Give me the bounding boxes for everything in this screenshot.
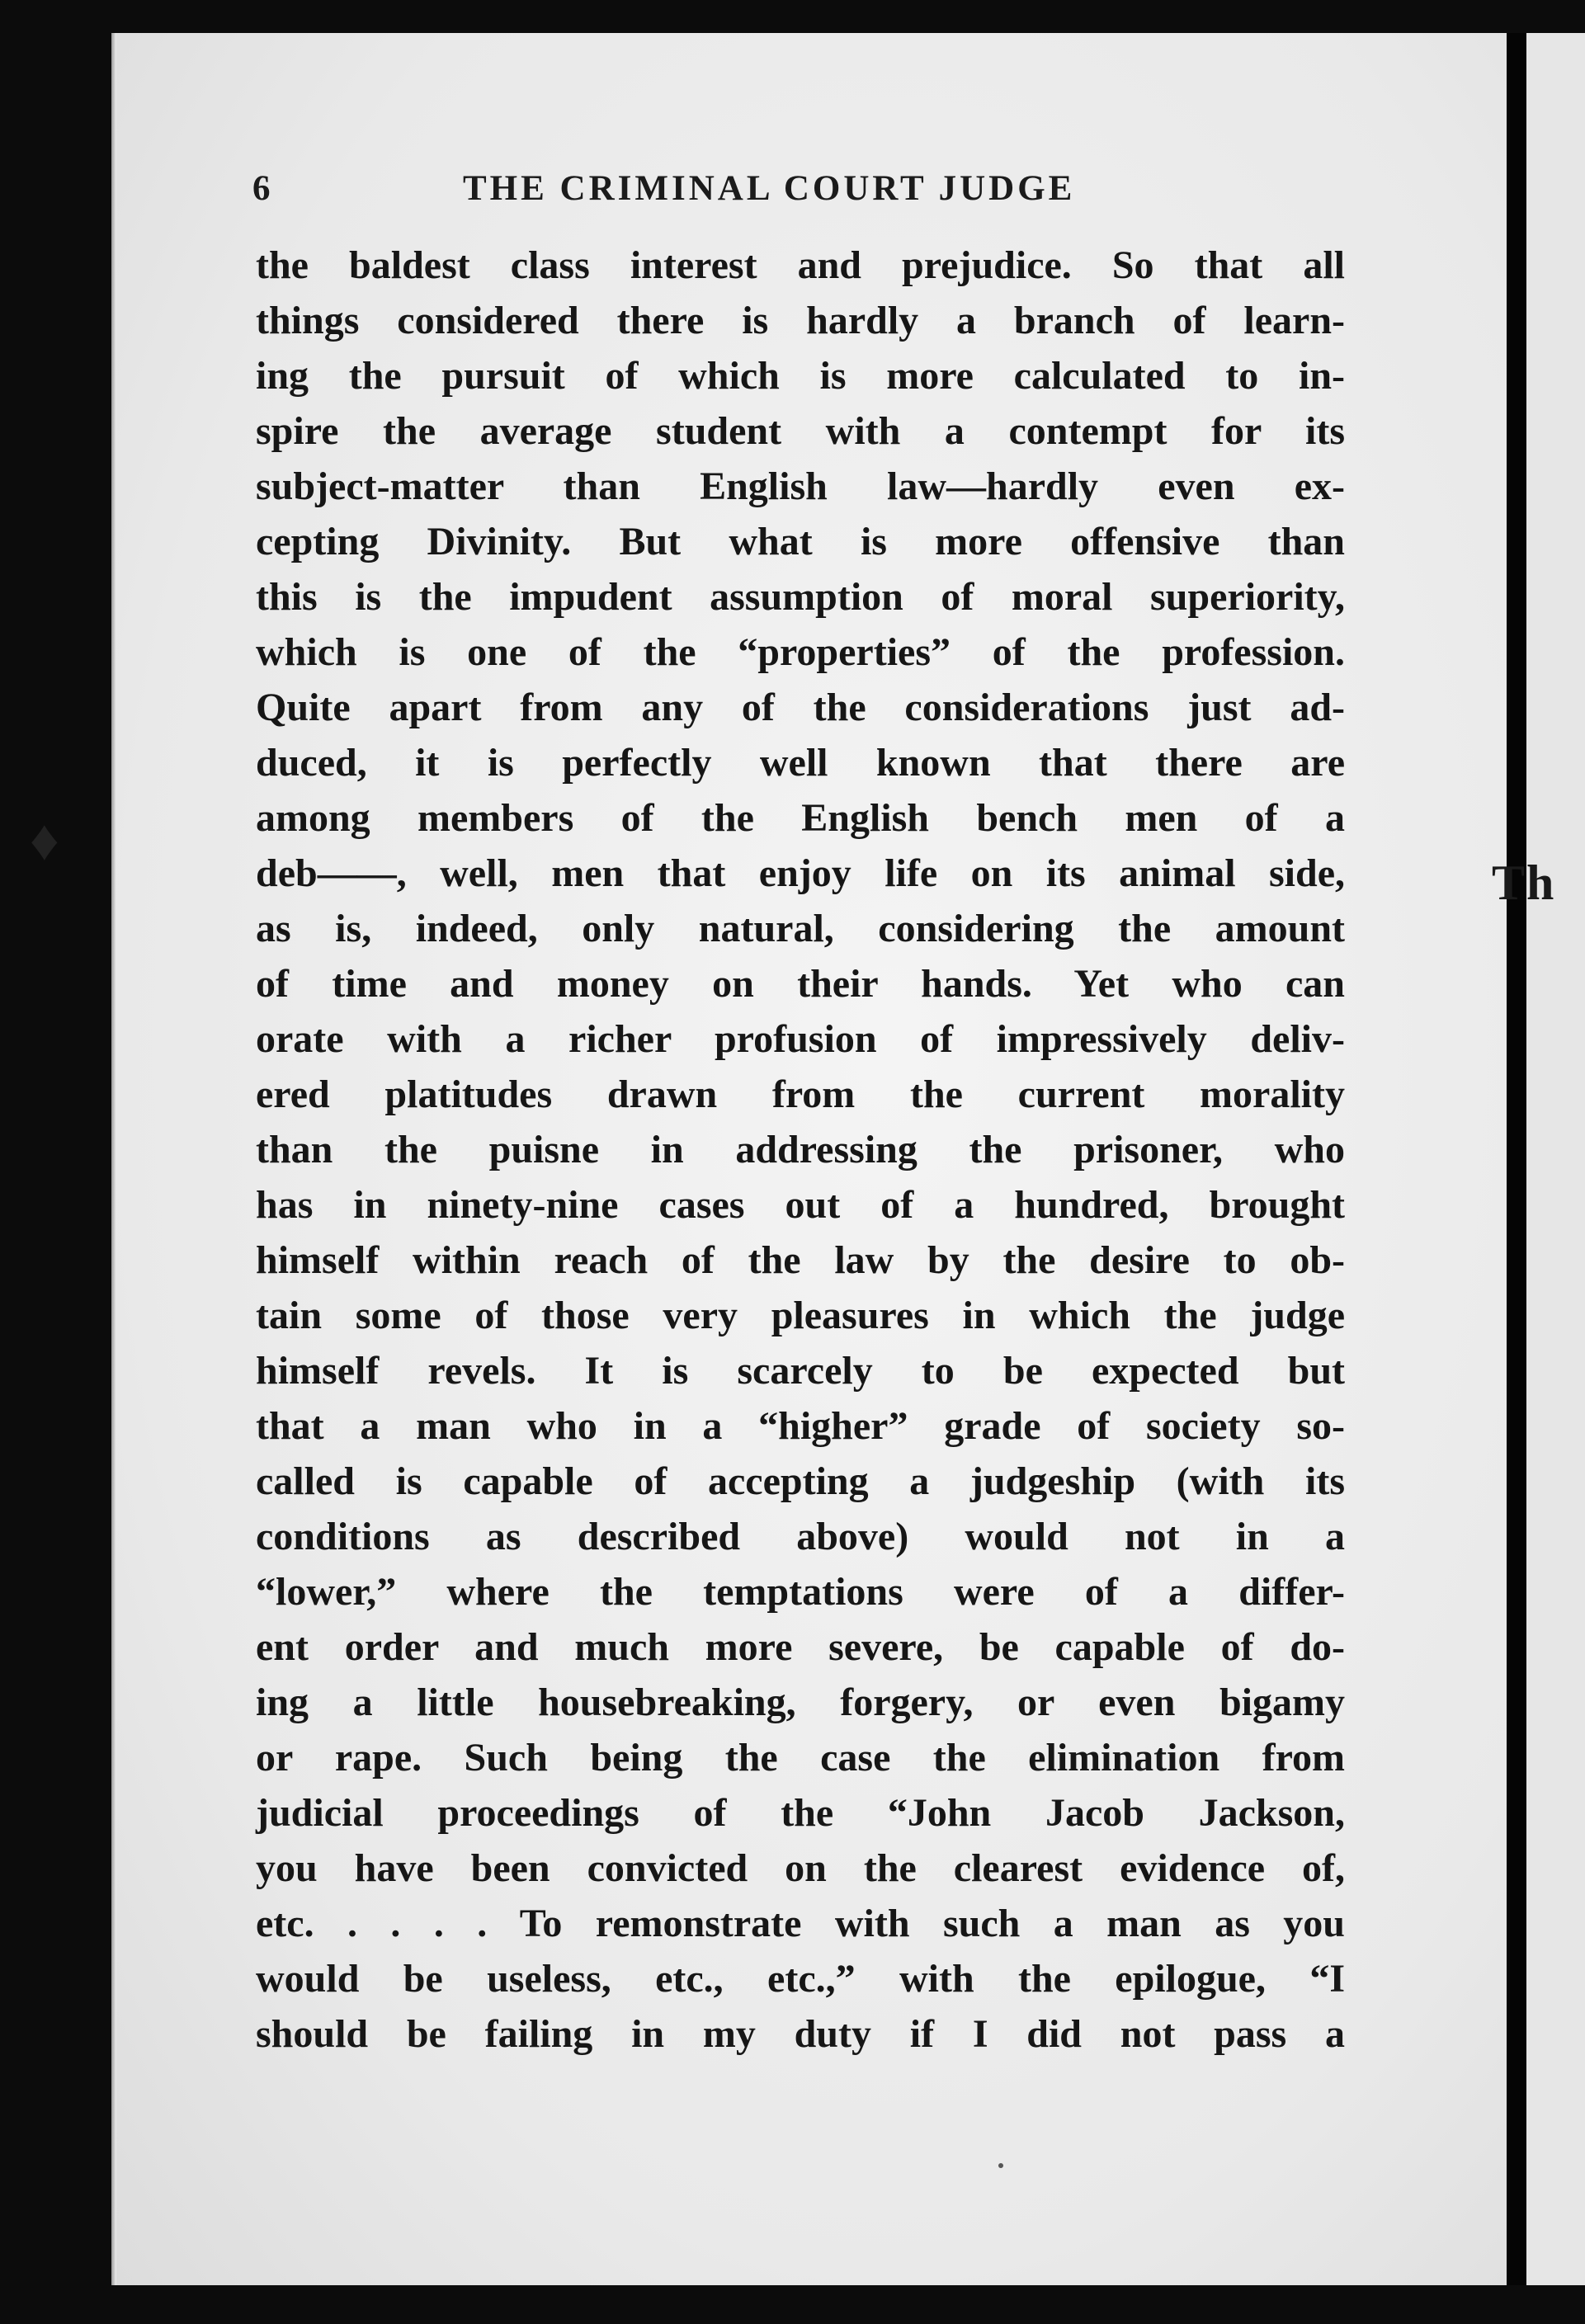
text-line: deb——, well, men that enjoy life on its animal side, xyxy=(256,851,1345,895)
text-line: this is the impudent assumption of moral superiority, xyxy=(256,575,1345,619)
page-edge-shadow xyxy=(111,33,116,2285)
text-line: things considered there is hardly a branch of learn- xyxy=(256,299,1345,342)
text-line: has in ninety-nine cases out of a hundred, brought xyxy=(256,1183,1345,1227)
text-line: himself revels. It is scarcely to be expected but xyxy=(256,1349,1345,1393)
text-line: ent order and much more severe, be capable of do- xyxy=(256,1625,1345,1669)
text-line: orate with a richer profusion of impressively deliv- xyxy=(256,1017,1345,1061)
scan-blot-mark: ♦ xyxy=(30,809,59,873)
text-line: tain some of those very pleasures in which the judge xyxy=(256,1294,1345,1337)
text-line: among members of the English bench men of a xyxy=(256,796,1345,840)
text-line: ered platitudes drawn from the current morality xyxy=(256,1072,1345,1116)
text-line: should be failing in my duty if I did not pass a xyxy=(256,2012,1345,2056)
text-line: spire the average student with a contempt for its xyxy=(256,409,1345,453)
facing-page-edge xyxy=(1526,33,1585,2285)
text-line: or rape. Such being the case the elimination from xyxy=(256,1736,1345,1780)
text-line: subject-matter than English law—hardly even ex- xyxy=(256,464,1345,508)
text-line: cepting Divinity. But what is more offensive than xyxy=(256,520,1345,563)
body-text xyxy=(256,238,1345,2062)
book-binding-spine xyxy=(1507,33,1526,2285)
text-line: ing a little housebreaking, forgery, or even bigamy xyxy=(256,1681,1345,1724)
text-line: himself within reach of the law by the desire to ob- xyxy=(256,1238,1345,1282)
text-line: conditions as described above) would not in a xyxy=(256,1515,1345,1558)
text-line: ing the pursuit of which is more calculated to in- xyxy=(256,354,1345,398)
facing-page-fragment: Th xyxy=(1492,856,1556,910)
text-line: of time and money on their hands. Yet who can xyxy=(256,962,1345,1006)
page-number: 6 xyxy=(252,169,271,208)
text-line: as is, indeed, only natural, considering the amount xyxy=(256,907,1345,950)
text-line: the baldest class interest and prejudice. So that all xyxy=(256,243,1345,287)
text-line: you have been convicted on the clearest evidence of, xyxy=(256,1846,1345,1890)
text-line: than the puisne in addressing the prisoner, who xyxy=(256,1128,1345,1171)
running-title: THE CRIMINAL COURT JUDGE xyxy=(463,169,1076,208)
scan-speck xyxy=(998,2163,1003,2168)
text-line: “lower,” where the temptations were of a differ- xyxy=(256,1570,1345,1614)
page-header xyxy=(252,168,1383,218)
text-line: Quite apart from any of the considerations just ad- xyxy=(256,686,1345,729)
text-line: etc. . . . . To remonstrate with such a man as you xyxy=(256,1902,1345,1945)
text-line: which is one of the “properties” of the profession. xyxy=(256,630,1345,674)
text-line: duced, it is perfectly well known that there are xyxy=(256,741,1345,785)
text-line: that a man who in a “higher” grade of society so- xyxy=(256,1404,1345,1448)
text-line: called is capable of accepting a judgeship (with its xyxy=(256,1459,1345,1503)
text-line: would be useless, etc., etc.,” with the epilogue, “I xyxy=(256,1957,1345,2001)
text-line: judicial proceedings of the “John Jacob Jackson, xyxy=(256,1791,1345,1835)
